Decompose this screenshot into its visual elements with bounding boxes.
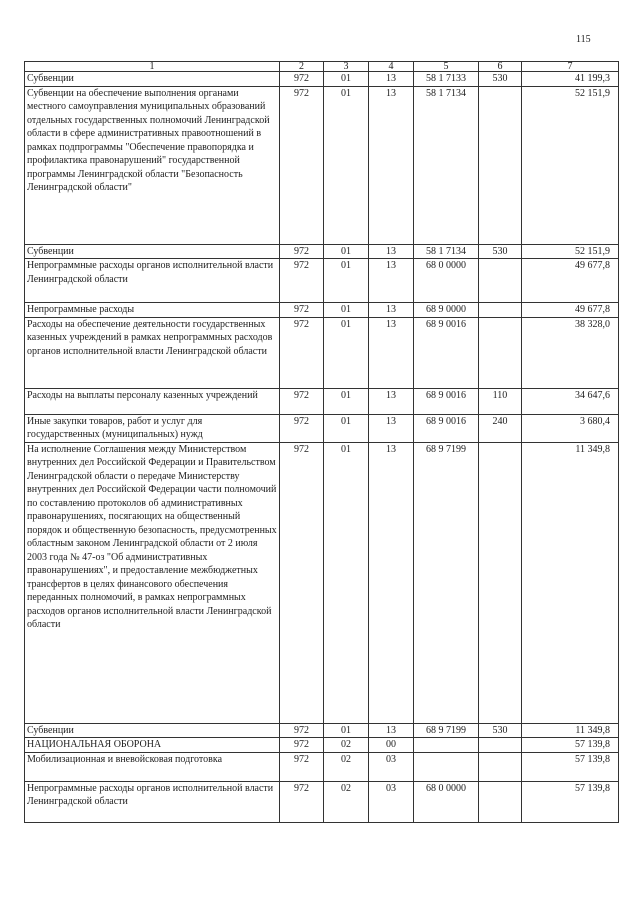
row-target-item: 68 9 7199 [414, 723, 479, 738]
row-description: Субвенции [25, 72, 280, 87]
row-amount: 41 199,3 [522, 72, 619, 87]
row-section: 01 [324, 317, 369, 388]
row-description: Расходы на обеспечение деятельности государственных казенных учреждений в рамках непрограммных расходов органов исполнительной власти Ленинградской области [25, 317, 280, 388]
row-expense-type [479, 86, 522, 244]
row-expense-type [479, 442, 522, 723]
row-subsection: 13 [369, 414, 414, 442]
column-header: 1 [25, 62, 280, 72]
row-description: Субвенции [25, 723, 280, 738]
page-number: 115 [576, 34, 591, 45]
row-expense-type [479, 303, 522, 318]
row-description: Непрограммные расходы [25, 303, 280, 318]
row-section: 02 [324, 752, 369, 781]
row-expense-type: 530 [479, 244, 522, 259]
row-admin-code: 972 [280, 414, 324, 442]
row-description: Расходы на выплаты персоналу казенных учреждений [25, 388, 280, 414]
row-amount: 38 328,0 [522, 317, 619, 388]
row-expense-type [479, 752, 522, 781]
row-section: 01 [324, 442, 369, 723]
row-target-item: 68 9 0016 [414, 414, 479, 442]
row-amount: 49 677,8 [522, 259, 619, 303]
row-expense-type [479, 317, 522, 388]
row-section: 01 [324, 414, 369, 442]
budget-table [24, 61, 619, 823]
row-admin-code: 972 [280, 259, 324, 303]
row-amount: 34 647,6 [522, 388, 619, 414]
row-expense-type: 240 [479, 414, 522, 442]
row-target-item: 68 0 0000 [414, 259, 479, 303]
row-admin-code: 972 [280, 388, 324, 414]
row-amount: 52 151,9 [522, 86, 619, 244]
row-target-item: 58 1 7134 [414, 244, 479, 259]
row-subsection: 03 [369, 781, 414, 822]
row-target-item: 68 9 0016 [414, 317, 479, 388]
table-row [25, 86, 619, 244]
table-row [25, 317, 619, 388]
row-subsection: 13 [369, 388, 414, 414]
table-row [25, 72, 619, 87]
row-section: 01 [324, 259, 369, 303]
row-admin-code: 972 [280, 317, 324, 388]
row-target-item: 68 9 0016 [414, 388, 479, 414]
table-row [25, 442, 619, 723]
row-admin-code: 972 [280, 244, 324, 259]
row-subsection: 13 [369, 317, 414, 388]
table-row [25, 244, 619, 259]
row-target-item: 68 9 0000 [414, 303, 479, 318]
row-amount: 3 680,4 [522, 414, 619, 442]
column-header: 5 [414, 62, 479, 72]
row-admin-code: 972 [280, 738, 324, 753]
row-admin-code: 972 [280, 781, 324, 822]
row-admin-code: 972 [280, 86, 324, 244]
row-target-item [414, 738, 479, 753]
row-target-item [414, 752, 479, 781]
table-row [25, 388, 619, 414]
row-amount: 52 151,9 [522, 244, 619, 259]
row-section: 01 [324, 303, 369, 318]
row-amount: 57 139,8 [522, 738, 619, 753]
row-description: Непрограммные расходы органов исполнительной власти Ленинградской области [25, 259, 280, 303]
row-section: 02 [324, 738, 369, 753]
row-expense-type [479, 738, 522, 753]
row-admin-code: 972 [280, 72, 324, 87]
row-subsection: 13 [369, 86, 414, 244]
row-description: Мобилизационная и вневойсковая подготовка [25, 752, 280, 781]
row-description: Субвенции [25, 244, 280, 259]
row-description: Непрограммные расходы органов исполнительной власти Ленинградской области [25, 781, 280, 822]
row-amount: 11 349,8 [522, 442, 619, 723]
row-target-item: 68 9 7199 [414, 442, 479, 723]
row-target-item: 58 1 7134 [414, 86, 479, 244]
table-row [25, 303, 619, 318]
row-amount: 57 139,8 [522, 781, 619, 822]
row-expense-type: 110 [479, 388, 522, 414]
column-header: 4 [369, 62, 414, 72]
row-amount: 57 139,8 [522, 752, 619, 781]
table-row [25, 259, 619, 303]
row-subsection: 03 [369, 752, 414, 781]
row-admin-code: 972 [280, 723, 324, 738]
header-row [25, 62, 619, 72]
row-subsection: 13 [369, 442, 414, 723]
row-section: 01 [324, 86, 369, 244]
row-section: 02 [324, 781, 369, 822]
row-section: 01 [324, 72, 369, 87]
row-admin-code: 972 [280, 752, 324, 781]
row-description: Иные закупки товаров, работ и услуг для государственных (муниципальных) нужд [25, 414, 280, 442]
table-row [25, 752, 619, 781]
row-subsection: 13 [369, 72, 414, 87]
table-row [25, 738, 619, 753]
row-section: 01 [324, 723, 369, 738]
column-header: 3 [324, 62, 369, 72]
column-header: 6 [479, 62, 522, 72]
row-target-item: 68 0 0000 [414, 781, 479, 822]
row-amount: 11 349,8 [522, 723, 619, 738]
row-section: 01 [324, 388, 369, 414]
row-description: НАЦИОНАЛЬНАЯ ОБОРОНА [25, 738, 280, 753]
row-subsection: 00 [369, 738, 414, 753]
row-expense-type [479, 781, 522, 822]
column-header: 2 [280, 62, 324, 72]
row-target-item: 58 1 7133 [414, 72, 479, 87]
row-subsection: 13 [369, 244, 414, 259]
row-subsection: 13 [369, 723, 414, 738]
row-description: Субвенции на обеспечение выполнения органами местного самоуправления муниципальных образований отдельных государственных полномочий Ленинградской области в сфере административных правоотношений в рамках подпрограммы "Обеспечение правопорядка и профилактика правонарушений" государственной программы Ленинградской области "Безопасность Ленинградской области" [25, 86, 280, 244]
row-subsection: 13 [369, 259, 414, 303]
table-row [25, 723, 619, 738]
row-expense-type: 530 [479, 723, 522, 738]
row-description: На исполнение Соглашения между Министерством внутренних дел Российской Федерации и Правительством Ленинградской области о передаче Министерству внутренних дел Российской Федерации части полномочий по составлению протоколов об административных правонарушениях, посягающих на общественный порядок и общественную безопасность, предусмотренных областным законом Ленинградской области от 2 июля 2003 года № 47-оз "Об административных правонарушениях", и предоставление межбюджетных трансфертов в целях финансового обеспечения переданных полномочий, в рамках непрограммных расходов органов исполнительной власти Ленинградской области [25, 442, 280, 723]
row-subsection: 13 [369, 303, 414, 318]
table-row [25, 414, 619, 442]
row-amount: 49 677,8 [522, 303, 619, 318]
row-admin-code: 972 [280, 442, 324, 723]
row-expense-type [479, 259, 522, 303]
row-section: 01 [324, 244, 369, 259]
column-header: 7 [522, 62, 619, 72]
row-expense-type: 530 [479, 72, 522, 87]
row-admin-code: 972 [280, 303, 324, 318]
table-row [25, 781, 619, 822]
